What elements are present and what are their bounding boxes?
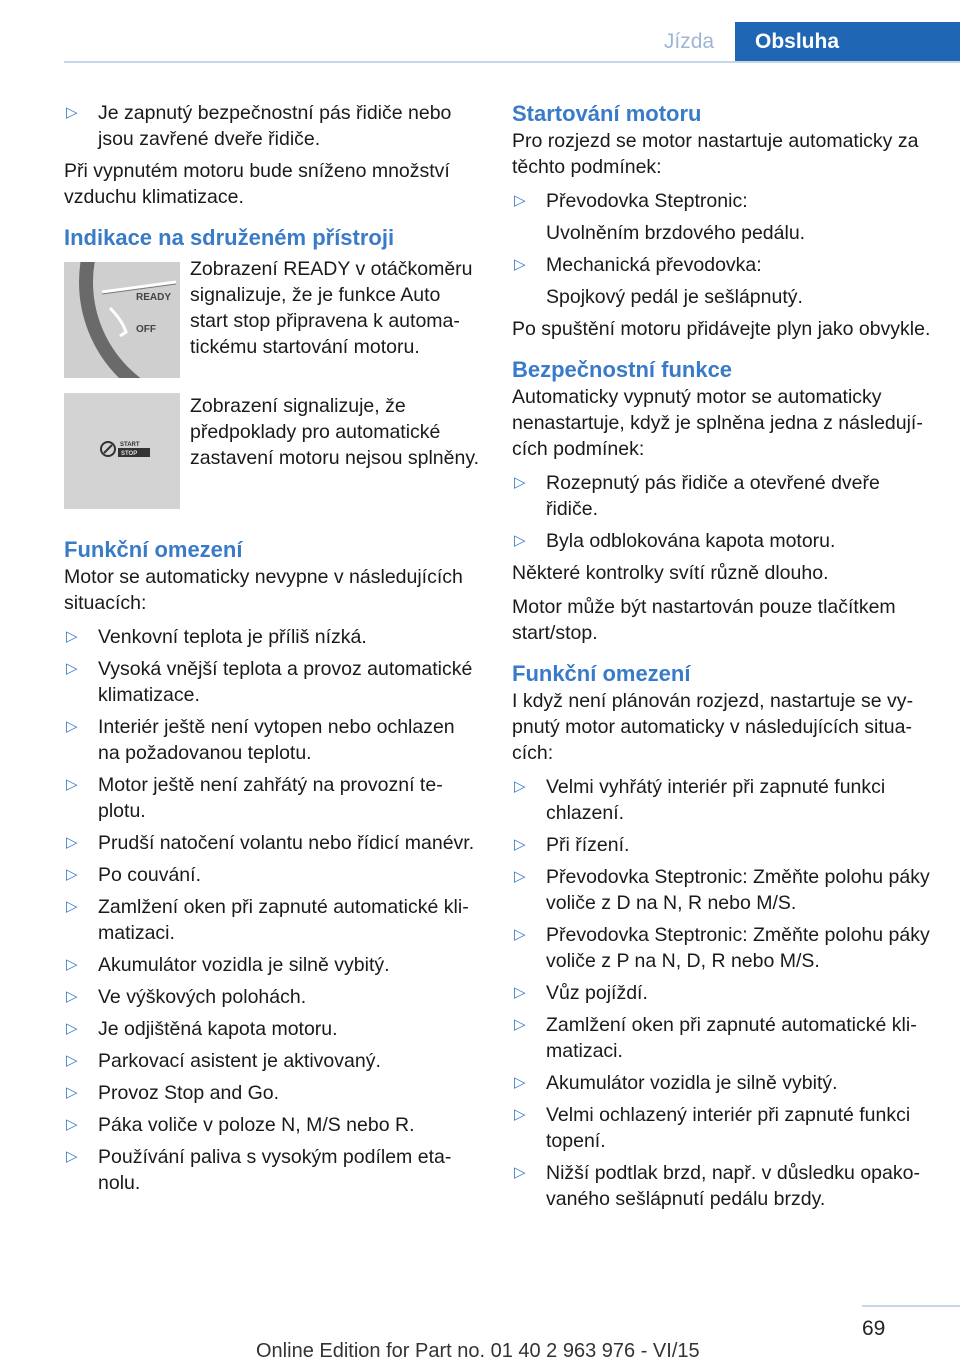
triangle-right-icon: ▷ xyxy=(66,1020,78,1037)
triangle-right-icon: ▷ xyxy=(514,926,526,943)
triangle-right-icon: ▷ xyxy=(66,628,78,645)
list-item: ▷ Venkovní teplota je příliš nízká. xyxy=(66,626,367,648)
list-item: ▷ Interiér ještě není vytopen nebo ochlazen na požadovanou teplotu. xyxy=(66,716,455,764)
list-item: ▷ Je zapnutý bezpečnostní pás řidiče nebo jsou zavřené dveře řidiče. xyxy=(66,102,452,150)
triangle-right-icon: ▷ xyxy=(514,1074,526,1091)
triangle-right-icon: ▷ xyxy=(66,956,78,973)
list-subtext: Uvolněním brzdového pedálu. xyxy=(546,222,806,244)
list-item: ▷ Parkovací asistent je aktivovaný. xyxy=(66,1050,381,1072)
tab-obsluha[interactable]: Obsluha xyxy=(735,22,960,62)
start-conditions-list xyxy=(512,188,932,214)
paragraph: Motor může být nastartován pouze tlačítkem start/stop. xyxy=(512,596,896,644)
tab-jizda[interactable]: Jízda xyxy=(663,30,715,53)
list-item: ▷ Motor ještě není zahřátý na provozní teplotu. xyxy=(66,774,443,822)
list-item: ▷ Při řízení. xyxy=(514,834,630,856)
paragraph: Automaticky vypnutý motor se automaticky nenastartuje, když je splněna jedna z následujících podmínek: xyxy=(512,386,923,460)
start-stop-icon xyxy=(64,393,180,509)
footer-rule xyxy=(862,1305,960,1307)
list-item: ▷ Velmi ochlazený interiér při zapnuté funkci topení. xyxy=(514,1104,911,1152)
triangle-right-icon: ▷ xyxy=(66,1084,78,1101)
list-item: ▷ Páka voliče v poloze N, M/S nebo R. xyxy=(66,1114,415,1136)
tachometer-ready-image xyxy=(64,262,180,378)
section-title-startovani: Startování motoru xyxy=(512,101,702,126)
header-rule xyxy=(64,61,960,63)
list-item: ▷ Prudší natočení volantu nebo řídicí manévr. xyxy=(66,832,475,854)
list-item: ▷ Převodovka Steptronic: Změňte polohu páky voliče z D na N, R nebo M/S. xyxy=(514,866,930,914)
paragraph: Některé kontrolky svítí různě dlouho. xyxy=(512,562,829,584)
list-item: ▷ Zamlžení oken při zapnuté automatické klimatizaci. xyxy=(514,1014,917,1062)
list-item: ▷ Převodovka Steptronic: Změňte polohu páky voliče z P na N, D, R nebo M/S. xyxy=(514,924,930,972)
triangle-right-icon: ▷ xyxy=(514,256,526,273)
section-title-bezpecnostni: Bezpečnostní funkce xyxy=(512,357,733,382)
paragraph: Pro rozjezd se motor nastartuje automaticky za těchto podmínek: xyxy=(512,130,919,178)
svg-text:STOP: STOP xyxy=(121,451,138,457)
figure-caption-startstop: Zobrazení signalizuje, že předpoklady pro automatické zastavení motoru nejsou splněny. xyxy=(190,395,480,469)
list-item: ▷ Vůz pojíždí. xyxy=(514,982,648,1004)
limitations-list xyxy=(64,624,480,1196)
footer-edition: Online Edition for Part no. 01 40 2 963 976 - VI/15 xyxy=(256,1340,700,1362)
page-header xyxy=(0,0,960,62)
figure-row-ready xyxy=(64,256,480,393)
triangle-right-icon: ▷ xyxy=(66,104,78,121)
triangle-right-icon: ▷ xyxy=(66,660,78,677)
list-item: ▷ Nižší podtlak brzd, např. v důsledku opakovaného sešlápnutí pedálu brzdy. xyxy=(514,1162,920,1210)
triangle-right-icon: ▷ xyxy=(66,988,78,1005)
intro-list xyxy=(64,100,480,152)
list-item: ▷ Byla odblokována kapota motoru. xyxy=(514,530,836,552)
triangle-right-icon: ▷ xyxy=(66,866,78,883)
list-item: ▷ Používání paliva s vysokým podílem etanolu. xyxy=(66,1146,452,1194)
triangle-right-icon: ▷ xyxy=(514,836,526,853)
paragraph: Motor se automaticky nevypne v následujících situacích: xyxy=(64,566,463,614)
triangle-right-icon: ▷ xyxy=(514,474,526,491)
triangle-right-icon: ▷ xyxy=(66,898,78,915)
list-item: ▷ Akumulátor vozidla je silně vybitý. xyxy=(66,954,390,976)
auto-start-list xyxy=(512,774,932,1212)
triangle-right-icon: ▷ xyxy=(514,192,526,209)
triangle-right-icon: ▷ xyxy=(514,1016,526,1033)
triangle-right-icon: ▷ xyxy=(514,1164,526,1181)
list-item: ▷ Převodovka Steptronic: xyxy=(514,190,748,212)
list-item: ▷ Mechanická převodovka: xyxy=(514,254,762,276)
paragraph: Po spuštění motoru přidávejte plyn jako obvykle. xyxy=(512,318,931,340)
triangle-right-icon: ▷ xyxy=(514,532,526,549)
paragraph: Při vypnutém motoru bude sníženo množství vzduchu klimatizace. xyxy=(64,160,450,208)
triangle-right-icon: ▷ xyxy=(66,1116,78,1133)
list-item: ▷ Rozepnutý pás řidiče a otevřené dveře řidiče. xyxy=(514,472,880,520)
list-item: ▷ Je odjištěná kapota motoru. xyxy=(66,1018,338,1040)
ready-label: READY xyxy=(136,292,172,303)
right-column xyxy=(512,100,932,1218)
section-title-funkcni-omezeni-2: Funkční omezení xyxy=(512,661,691,686)
figure-row-startstop xyxy=(64,393,480,530)
start-conditions-list-2 xyxy=(512,252,932,278)
paragraph: I když není plánován rozjezd, nastartuje se vypnutý motor automaticky v následujících situacích: xyxy=(512,690,914,764)
off-label: OFF xyxy=(136,324,156,335)
list-item: ▷ Zamlžení oken při zapnuté automatické klimatizaci. xyxy=(66,896,469,944)
list-item: ▷ Vysoká vnější teplota a provoz automatické klimatizace. xyxy=(66,658,473,706)
triangle-right-icon: ▷ xyxy=(66,1148,78,1165)
section-title-indikace: Indikace na sdruženém přístroji xyxy=(64,225,395,250)
safety-list xyxy=(512,470,932,554)
triangle-right-icon: ▷ xyxy=(66,776,78,793)
list-subtext: Spojkový pedál je sešlápnutý. xyxy=(546,286,803,308)
list-item: ▷ Velmi vyhřátý interiér při zapnuté funkci chlazení. xyxy=(514,776,886,824)
page-number: 69 xyxy=(862,1317,886,1340)
start-stop-indicator-image xyxy=(64,393,180,509)
list-item: ▷ Ve výškových polohách. xyxy=(66,986,307,1008)
section-title-funkcni-omezeni: Funkční omezení xyxy=(64,537,243,562)
list-item: ▷ Provoz Stop and Go. xyxy=(66,1082,280,1104)
triangle-right-icon: ▷ xyxy=(514,1106,526,1123)
list-item: ▷ Akumulátor vozidla je silně vybitý. xyxy=(514,1072,838,1094)
triangle-right-icon: ▷ xyxy=(514,868,526,885)
triangle-right-icon: ▷ xyxy=(66,834,78,851)
left-column xyxy=(64,100,480,1202)
list-item: ▷ Po couvání. xyxy=(66,864,201,886)
figure-caption-ready: Zobrazení READY v otáčkoměru signalizuje, že je funkce Auto start stop připravena k automatickému startování motoru. xyxy=(190,258,473,358)
triangle-right-icon: ▷ xyxy=(514,984,526,1001)
tachometer-ready-graphic xyxy=(64,262,180,378)
triangle-right-icon: ▷ xyxy=(514,778,526,795)
triangle-right-icon: ▷ xyxy=(66,718,78,735)
svg-text:START: START xyxy=(120,442,140,448)
triangle-right-icon: ▷ xyxy=(66,1052,78,1069)
